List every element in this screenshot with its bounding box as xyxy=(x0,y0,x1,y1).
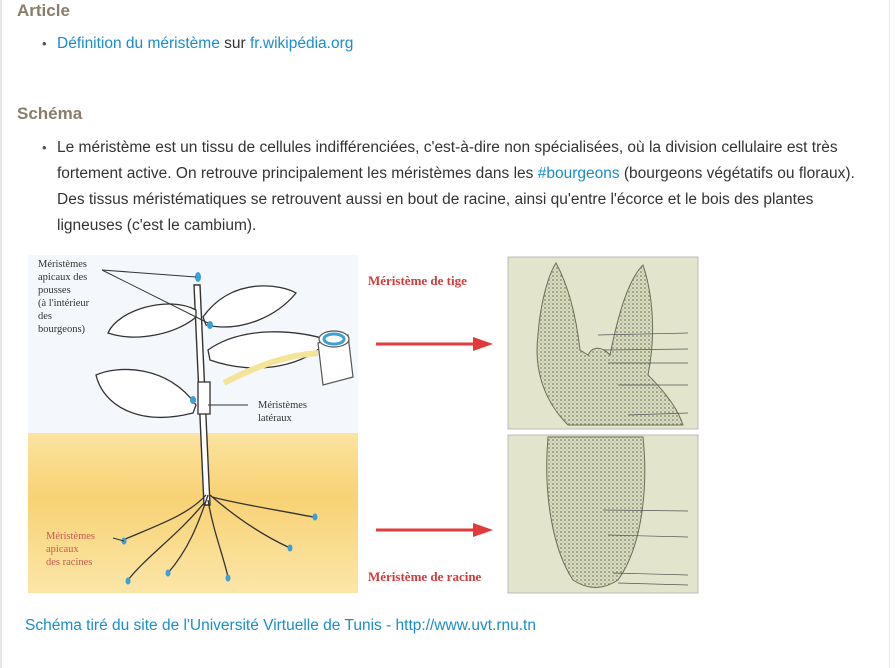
definition-link[interactable]: Définition du méristème xyxy=(57,35,220,52)
right-border xyxy=(889,0,890,668)
connector-text: sur xyxy=(219,35,250,52)
list-item xyxy=(42,135,882,239)
arrow-root xyxy=(376,523,493,537)
label-apical-6: bourgeons) xyxy=(38,324,86,335)
article-heading: Article xyxy=(17,1,70,20)
label-root-meristem: Méristème de racine xyxy=(368,569,482,584)
label-stem-meristem: Méristème de tige xyxy=(368,273,467,288)
schema-list xyxy=(42,135,882,239)
soil-area xyxy=(28,433,358,593)
bourgeons-hashtag-link[interactable]: #bourgeons xyxy=(537,165,620,182)
wikipedia-link[interactable]: fr.wikipédia.org xyxy=(249,35,354,52)
label-root-3: des racines xyxy=(46,557,93,568)
label-apical-3: pousses xyxy=(38,285,71,296)
list-item xyxy=(42,31,882,57)
label-apical-2: apicaux des xyxy=(38,272,88,283)
label-lateral-1: Méristèmes xyxy=(258,400,307,411)
article-list xyxy=(42,31,882,57)
schema-text-start: Le méristème est un tissu de cellules indifférenciées, c'est-à-dire non spécialisées, où la division cellulaire est très fortement active. On retrouve principalement les méristèmes dans les xyxy=(57,139,838,182)
stem-section-cylinder xyxy=(318,331,353,385)
meristem-figure xyxy=(28,255,700,595)
arrow-stem xyxy=(376,337,493,351)
label-apical-5: des xyxy=(38,311,52,322)
label-apical-4: (à l'intérieur xyxy=(38,298,90,309)
label-root-1: Méristèmes xyxy=(46,531,95,542)
schema-heading: Schéma xyxy=(17,104,83,123)
label-root-2: apicaux xyxy=(46,544,79,555)
figure-caption[interactable]: Schéma tiré du site de l'Université Virtuelle de Tunis - http://www.uvt.rnu.tn xyxy=(25,617,536,634)
root-micrograph xyxy=(508,435,698,593)
stem-micrograph xyxy=(508,257,698,429)
label-apical-1: Méristèmes xyxy=(38,259,87,270)
plant-drawing xyxy=(28,255,358,593)
left-border xyxy=(0,0,2,668)
label-lateral-2: latéraux xyxy=(258,413,292,424)
stem-cut xyxy=(198,382,210,414)
schema-text-end: (bourgeons végétatifs ou floraux). Des tissus méristématiques se retrouvent aussi en bout de racine, ainsi qu'entre l'écorce et le bois des plantes ligneuses (c'est le cambium). xyxy=(57,165,855,234)
